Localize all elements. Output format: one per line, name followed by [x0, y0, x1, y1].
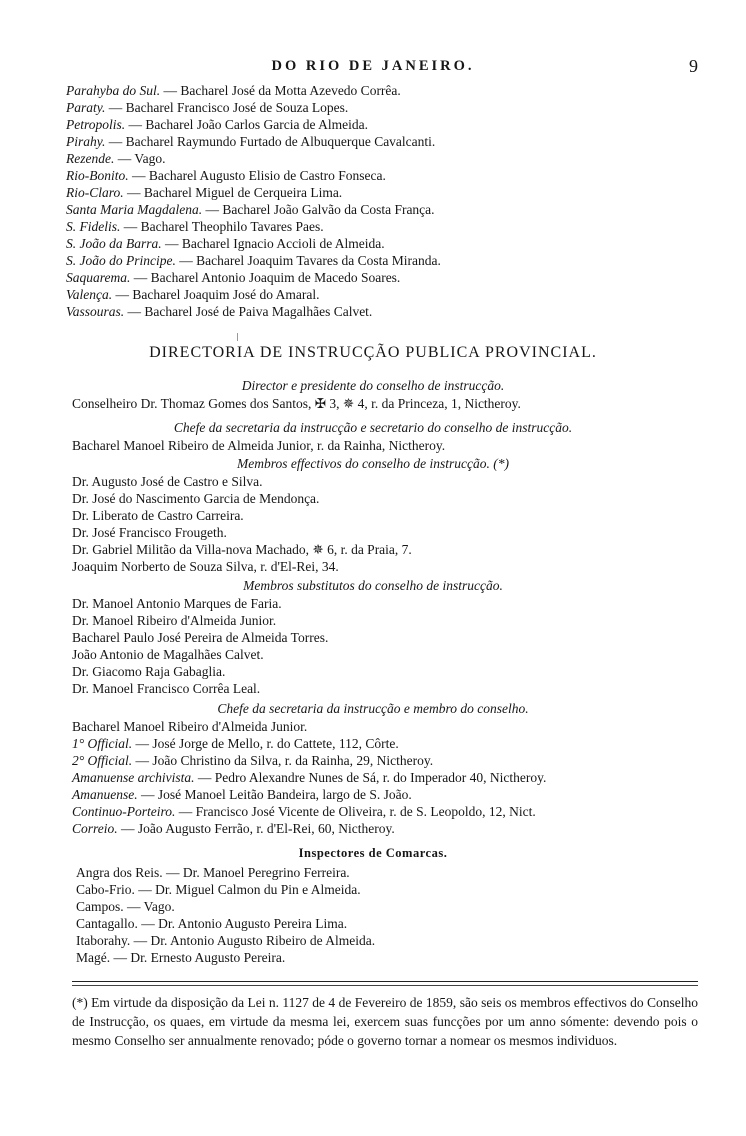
chefe-entry: Bacharel Manoel Ribeiro de Almeida Junior, r. da Rainha, Nictheroy. — [72, 438, 446, 453]
page-header — [0, 58, 746, 78]
promotor-entry: Rio-Bonito. — Bacharel Augusto Elisio de Castro Fonseca. — [66, 168, 386, 183]
inspector-entry: Campos. — Vago. — [76, 899, 175, 914]
running-title: DO RIO DE JANEIRO. — [271, 58, 475, 74]
chefe-membro-entry: Bacharel Manoel Ribeiro d'Almeida Junior. — [72, 719, 308, 734]
substitute-entry: Dr. Manoel Ribeiro d'Almeida Junior. — [72, 613, 277, 628]
inspector-entry: Angra dos Reis. — Dr. Manoel Peregrino Ferreira. — [76, 865, 350, 880]
member-entry: Dr. José Francisco Frougeth. — [72, 525, 227, 540]
official-entry: 1° Official. — José Jorge de Mello, r. do Cattete, 112, Côrte. — [72, 736, 399, 751]
footnote: (*) Em virtude da disposição da Lei n. 1127 de 4 de Fevereiro de 1859, são seis os membros effectivos do Conselho de Instrucção, os quaes, em virtude da mesma lei, exercem suas funcções por um anno sómente: devendo pois o mesmo Conselho ser annualmente renovado; póde o governo tornar a nomear os mesmos individuos. — [72, 995, 698, 1048]
promotor-entry: S. João do Principe. — Bacharel Joaquim Tavares da Costa Miranda. — [66, 253, 441, 268]
member-entry: Dr. Gabriel Militão da Villa-nova Machado, ✵ 6, r. da Praia, 7. — [72, 542, 412, 557]
promotor-entry: Rezende. — Vago. — [66, 151, 166, 166]
page-number: 9 — [689, 56, 698, 76]
section-heading: DIRECTORIA DE INSTRUCÇÃO PUBLICA PROVINCIAL. — [149, 344, 597, 361]
substitute-entry: Dr. Manoel Antonio Marques de Faria. — [72, 596, 282, 611]
member-entry: Dr. Liberato de Castro Carreira. — [72, 508, 244, 523]
substitute-entry: Dr. Manoel Francisco Corrêa Leal. — [72, 681, 261, 696]
promotor-entry: Rio-Claro. — Bacharel Miguel de Cerqueira Lima. — [66, 185, 343, 200]
official-entry: Amanuense archivista. — Pedro Alexandre Nunes de Sá, r. do Imperador 40, Nictheroy. — [72, 770, 547, 785]
subheading-chefe-membro: Chefe da secretaria da instrucção e membro do conselho. — [217, 701, 529, 716]
official-entry: 2° Official. — João Christino da Silva, r. da Rainha, 29, Nictheroy. — [72, 753, 434, 768]
promotor-entry: Paraty. — Bacharel Francisco José de Souza Lopes. — [66, 100, 349, 115]
promotor-entry: Vassouras. — Bacharel José de Paiva Magalhães Calvet. — [66, 304, 373, 319]
member-entry: Joaquim Norberto de Souza Silva, r. d'El-Rei, 34. — [72, 559, 339, 574]
official-entry: Amanuense. — José Manoel Leitão Bandeira, largo de S. João. — [72, 787, 412, 802]
promotor-entry: Valença. — Bacharel Joaquim José do Amaral. — [66, 287, 320, 302]
official-entry: Correio. — João Augusto Ferrão, r. d'El-Rei, 60, Nictheroy. — [72, 821, 395, 836]
subheading-efetivos: Membros effectivos do conselho de instrucção. (*) — [236, 456, 510, 471]
footnote-divider-thin — [72, 985, 698, 986]
substitute-entry: Bacharel Paulo José Pereira de Almeida Torres. — [72, 630, 329, 645]
stray-mark — [237, 333, 238, 341]
promotor-entry: S. João da Barra. — Bacharel Ignacio Accioli de Almeida. — [66, 236, 385, 251]
substitute-entry: João Antonio de Magalhães Calvet. — [72, 647, 264, 662]
subheading-director: Director e presidente do conselho de instrucção. — [241, 378, 505, 393]
promotor-entry: S. Fidelis. — Bacharel Theophilo Tavares Paes. — [66, 219, 324, 234]
promotor-entry: Parahyba do Sul. — Bacharel José da Motta Azevedo Corrêa. — [66, 83, 401, 98]
inspector-entry: Itaborahy. — Dr. Antonio Augusto Ribeiro de Almeida. — [76, 933, 376, 948]
subheading-substitutos: Membros substitutos do conselho de instrucção. — [243, 578, 503, 593]
promotor-entry: Petropolis. — Bacharel João Carlos Garcia de Almeida. — [66, 117, 369, 132]
member-entry: Dr. Augusto José de Castro e Silva. — [72, 474, 263, 489]
promotor-entry: Saquarema. — Bacharel Antonio Joaquim de Macedo Soares. — [66, 270, 401, 285]
promotor-entry: Pirahy. — Bacharel Raymundo Furtado de Albuquerque Cavalcanti. — [66, 134, 436, 149]
inspector-entry: Magé. — Dr. Ernesto Augusto Pereira. — [76, 950, 286, 965]
subheading-chefe: Chefe da secretaria da instrucção e secretario do conselho de instrucção. — [173, 420, 573, 435]
inspector-entry: Cabo-Frio. — Dr. Miguel Calmon du Pin e Almeida. — [76, 882, 361, 897]
official-entry: Continuo-Porteiro. — Francisco José Vicente de Oliveira, r. de S. Leopoldo, 12, Nict. — [72, 804, 536, 819]
promotor-entry: Santa Maria Magdalena. — Bacharel João Galvão da Costa França. — [66, 202, 435, 217]
footnote-divider — [72, 981, 698, 982]
inspector-entry: Cantagallo. — Dr. Antonio Augusto Pereira Lima. — [76, 916, 348, 931]
substitute-entry: Dr. Giacomo Raja Gabaglia. — [72, 664, 226, 679]
member-entry: Dr. José do Nascimento Garcia de Mendonça. — [72, 491, 320, 506]
subheading-inspectores: Inspectores de Comarcas. — [298, 846, 448, 860]
director-entry: Conselheiro Dr. Thomaz Gomes dos Santos, ✠ 3, ✵ 4, r. da Princeza, 1, Nictheroy. — [72, 396, 521, 411]
